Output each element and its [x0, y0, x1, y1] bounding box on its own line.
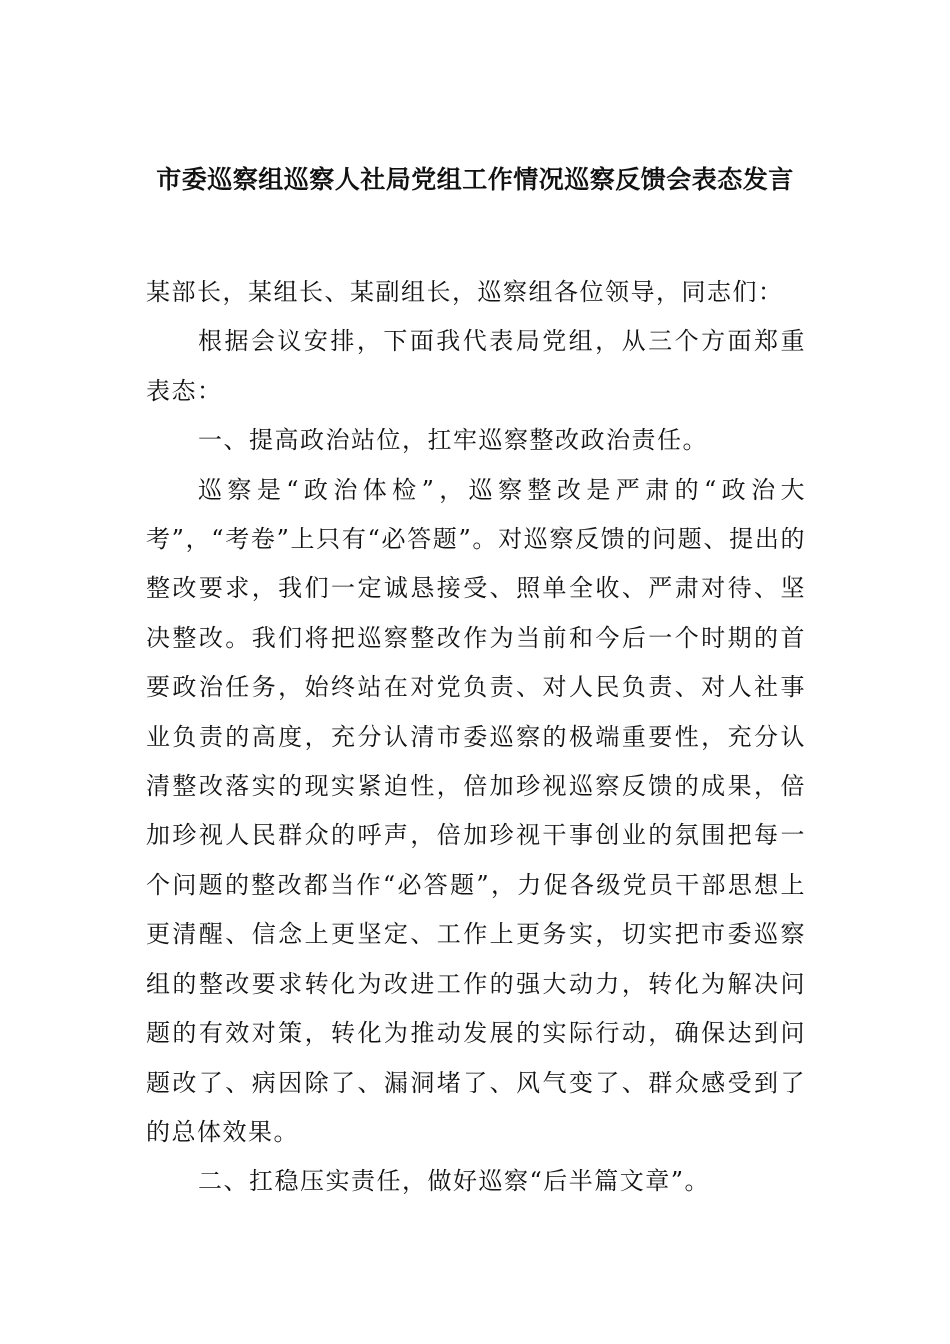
paragraph-section-1: 巡察是“政治体检”，巡察整改是严肃的“政治大考”，“考卷”上只有“必答题”。对巡察反馈的问题、提出的整改要求，我们一定诚恳接受、照单全收、严肃对待、坚决整改。我们将把巡察整改作为当前和今后一个时期的首要政治任务，始终站在对党负责、对人民负责、对人社事业负责的高度，充分认清市委巡察的极端重要性，充分认清整改落实的现实紧迫性，倍加珍视巡察反馈的成果，倍加珍视人民群众的呼声，倍加珍视干事创业的氛围把每一个问题的整改都当作“必答题”，力促各级党员干部思想上更清醒、信念上更坚定、工作上更务实，切实把市委巡察组的整改要求转化为改进工作的强大动力，转化为解决问题的有效对策，转化为推动发展的实际行动，确保达到问题改了、病因除了、漏洞堵了、风气变了、群众感受到了的总体效果。: [146, 475, 806, 1146]
document-title: 市委巡察组巡察人社局党组工作情况巡察反馈会表态发言: [156, 165, 794, 194]
section-heading-1: 一、提高政治站位，扛牢巡察整改政治责任。: [198, 426, 708, 455]
section-heading-2: 二、扛稳压实责任，做好巡察“后半篇文章”。: [198, 1167, 711, 1196]
document-body: [146, 268, 806, 1207]
paragraph-intro: 根据会议安排，下面我代表局党组，从三个方面郑重表态：: [146, 327, 806, 405]
salutation: 某部长，某组长、某副组长，巡察组各位领导，同志们：: [146, 278, 784, 306]
